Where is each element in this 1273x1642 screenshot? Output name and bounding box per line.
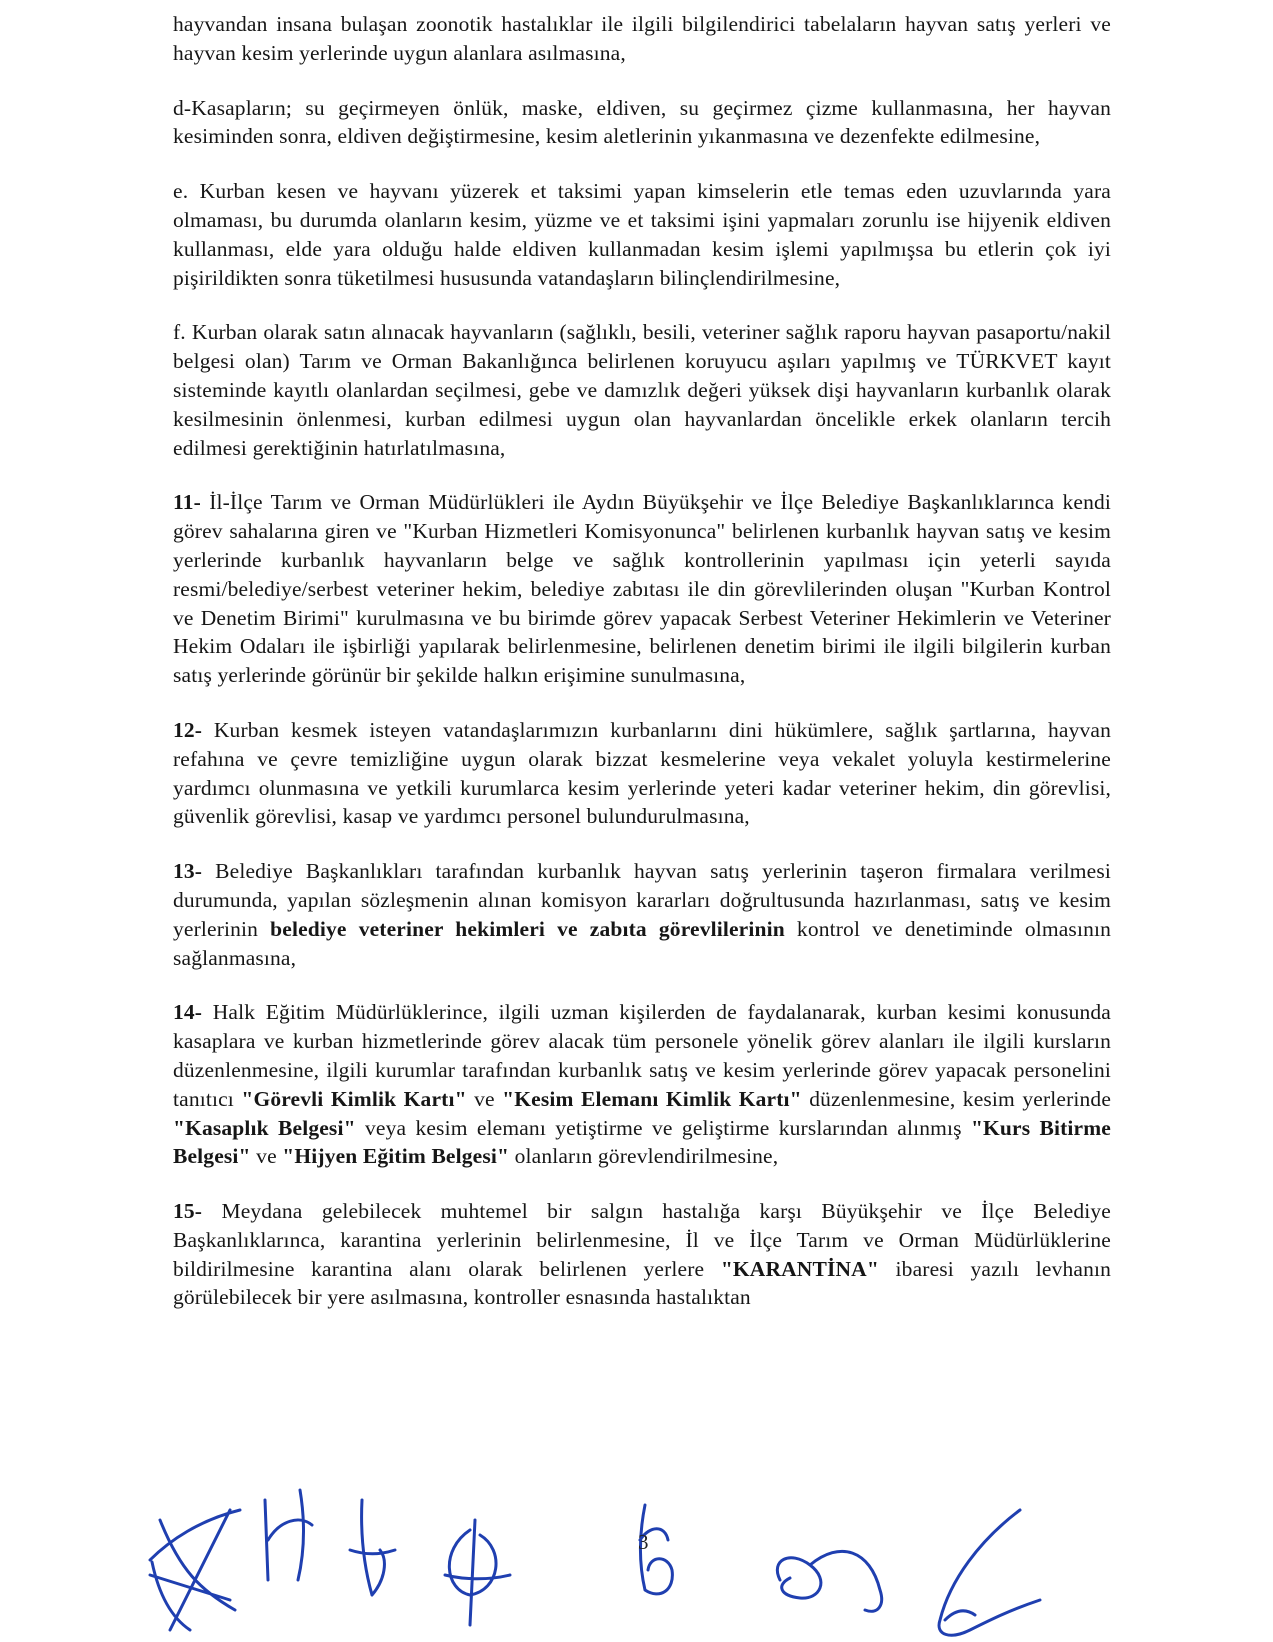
signature-6 (777, 1551, 881, 1611)
paragraph-15-text-a: Meydana gelebilecek muhtemel bir salgın hastalığa karşı Büyükşehir ve İlçe Belediye Başkanlıklarınca, karantina yerlerinin belirlenmesine, İl ve İlçe Tarım ve Orman Müdürlüklerine bildirilmesine karantina alanı olarak belirlenen yerlere (173, 1199, 1111, 1281)
paragraph-13-number: 13- (173, 859, 203, 884)
signature-7 (939, 1510, 1040, 1635)
paragraph-13-bold: belediye veteriner hekimleri ve zabıta görevlilerinin (270, 916, 785, 941)
paragraph-14-text-k: olanların görevlendirilmesine, (509, 1144, 779, 1169)
paragraph-14-text-c: ve (466, 1086, 503, 1111)
paragraph-11-text: İl-İlçe Tarım ve Orman Müdürlükleri ile Aydın Büyükşehir ve İlçe Belediye Başkanlıklarınca kendi görev sahalarına giren ve "Kurban Hizmetleri Komisyonunca" belirlenen kurbanlık hayvan satış ve kesim yerlerinde kurbanlık hayvanların belge ve sağlık kontrollerinin yapılması için yeterli sayıda resmi/belediye/serbest veteriner hekim, belediye zabıtası ile din görevlilerinden oluşan "Kurban Kontrol ve Denetim Birimi" kurulmasına ve bu birimde görev yapacak Serbest Veteriner Hekimlerin ve Veteriner Hekim Odaları ile işbirliği yapılarak belirlenmesine, belirlenen denetim birimi ile ilgili bilgilerin kurban satış yerlerinde görünür bir şekilde halkın erişimine sunulmasına, (173, 490, 1111, 688)
paragraph-13 (173, 857, 1111, 972)
paragraph-15-number: 15- (173, 1199, 203, 1224)
paragraph-15 (173, 1197, 1111, 1312)
paragraph-c-continued: hayvandan insana bulaşan zoonotik hastalıklar ile ilgili bilgilendirici tabelaların hayvan satış yerleri ve hayvan kesim yerlerinde uygun alanlara asılmasına, (173, 12, 1111, 65)
paragraph-f: f. Kurban olarak satın alınacak hayvanların (sağlıklı, besili, veteriner sağlık raporu hayvan pasaportu/nakil belgesi olan) Tarım ve Orman Bakanlığınca belirlenen koruyucu aşıları yapılmış ve TÜRKVET kayıt sisteminde kayıtlı olanlardan seçilmesi, gebe ve damızlık değeri yüksek dişi hayvanların kurbanlık olarak kesilmesinin önlenmesi, kurban edilmesi uygun olan hayvanlardan öncelikle erkek olanların tercih edilmesi gerektiğinin hatırlatılmasına, (173, 320, 1111, 460)
paragraph-14-text-a: Halk Eğitim Müdürlüklerince, ilgili uzman kişilerden de faydalanarak, kurban kesimi konusunda kasaplara ve kurban hizmetlerinde görev alacak tüm personele yönelik görev alanları ile ilgili kursların düzenlenmesine, ilgili kurumlar tarafından kurbanlık satış ve kesim yerlerinde görev yapacak personelini tanıtıcı (173, 1000, 1111, 1111)
paragraph-14-text-i: ve (250, 1144, 283, 1169)
page-number: 3 (638, 1530, 649, 1554)
paragraph-11-number: 11- (173, 490, 201, 515)
paragraph-15-bold-karantina: "KARANTİNA" (720, 1256, 879, 1281)
paragraph-13-text-c: kontrol ve denetiminde olmasının sağlanmasına, (173, 916, 1111, 970)
paragraph-14-text-e: düzenlenmesine, kesim yerlerinde (801, 1086, 1112, 1111)
paragraph-14-bold-gorevli: "Görevli Kimlik Kartı" (241, 1086, 467, 1111)
paragraph-12-text: Kurban kesmek isteyen vatandaşlarımızın kurbanlarını dini hükümlere, sağlık şartlarına, hayvan refahına ve çevre temizliğine uygun olarak bizzat kesmelerine veya vekalet yoluyla kestirmelerine yardımcı olunmasına ve yetkili kurumlarca kesim yerlerinde yeteri kadar veteriner hekim, din görevlisi, güvenlik görevlisi, kasap ve yardımcı personel bulundurulmasına, (173, 717, 1111, 829)
paragraph-14-bold-kasaplik: "Kasaplık Belgesi" (173, 1115, 356, 1140)
paragraph-12-number: 12- (173, 717, 203, 742)
paragraph-14-number: 14- (173, 1000, 203, 1025)
signature-3 (350, 1500, 395, 1595)
paragraph-13-text-a: Belediye Başkanlıkları tarafından kurbanlık hayvan satış yerlerinin taşeron firmalara verilmesi durumunda, yapılan sözleşmenin alınan komisyon kararları doğrultusunda hazırlanması, satış ve kesim yerlerinin (173, 859, 1111, 941)
signature-4 (445, 1520, 510, 1625)
paragraph-12 (173, 716, 1111, 831)
signature-1 (150, 1510, 240, 1630)
paragraph-11 (173, 488, 1111, 690)
signatures (0, 1480, 1273, 1642)
paragraph-14 (173, 998, 1111, 1171)
paragraph-14-bold-kurs: "Kurs Bitirme Belgesi" (173, 1115, 1112, 1169)
paragraph-e: e. Kurban kesen ve hayvanı yüzerek et taksimi yapan kimselerin etle temas eden uzuvlarında yara olmaması, bu durumda olanların kesim, yüzme ve et taksimi işini yapmaları zorunlu ise hijyenik eldiven kullanması, elde yara olduğu halde eldiven kullanmadan kesim işlemi yapılmışsa bu etlerin çok iyi pişirildikten sonra tüketilmesi hususunda vatandaşların bilinçlendirilmesine, (173, 179, 1111, 290)
document-body (173, 10, 1111, 1338)
paragraph-14-bold-kesim: "Kesim Elemanı Kimlik Kartı" (502, 1086, 802, 1111)
signature-2 (265, 1490, 312, 1580)
paragraph-15-text-c: ibaresi yazılı levhanın görülebilecek bir yere asılmasına, kontroller esnasında hastalıktan (173, 1256, 1111, 1310)
paragraph-14-text-g: veya kesim elemanı yetiştirme ve geliştirme kurslarından alınmış (355, 1115, 971, 1140)
paragraph-d: d-Kasapların; su geçirmeyen önlük, maske, eldiven, su geçirmez çizme kullanmasına, her hayvan kesiminden sonra, eldiven değiştirmesine, kesim aletlerinin yıkanmasına ve dezenfekte edilmesine, (173, 95, 1111, 149)
paragraph-14-bold-hijyen: "Hijyen Eğitim Belgesi" (282, 1144, 510, 1169)
